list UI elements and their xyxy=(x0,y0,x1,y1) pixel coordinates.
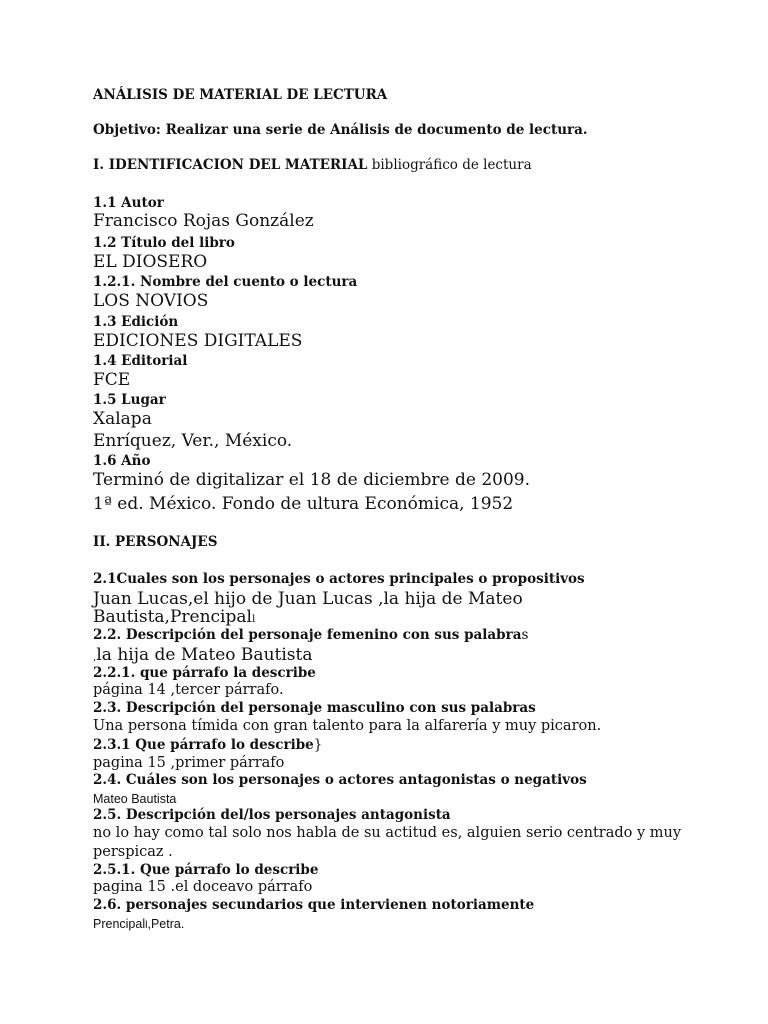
story-label: 1.2.1. Nombre del cuento o lectura xyxy=(93,274,358,290)
q22-label xyxy=(93,627,528,643)
section2-heading: II. PERSONAJES xyxy=(93,534,218,550)
q23-label: 2.3. Descripción del personaje masculino con sus palabras xyxy=(93,700,536,716)
document-title: ANÁLISIS DE MATERIAL DE LECTURA xyxy=(93,87,388,103)
q221-label: 2.2.1. que párrafo la describe xyxy=(93,665,316,681)
q21-answer-line2 xyxy=(93,607,255,627)
q231-label xyxy=(93,737,322,753)
q251-label: 2.5.1. Que párrafo lo describe xyxy=(93,862,319,878)
q22-answer-text: la hija de Mateo Bautista xyxy=(96,645,313,665)
q22-label-text: 2.2. Descripción del personaje femenino con sus palabra xyxy=(93,627,522,643)
q26-answer-part2: ,Petra. xyxy=(147,917,185,931)
objective: Objetivo: Realizar una serie de Análisis de documento de lectura. xyxy=(93,122,588,138)
q22-answer-prefix: , xyxy=(93,651,97,663)
q231-label-text: 2.3.1 Que párrafo lo describe xyxy=(93,737,314,753)
year-value-line1: Terminó de digitalizar el 18 de diciembre de 2009. xyxy=(93,470,531,490)
q26-label: 2.6. personajes secundarios que intervienen notoriamente xyxy=(93,897,535,913)
q24-label: 2.4. Cuáles son los personajes o actores antagonistas o negativos xyxy=(93,772,587,788)
place-value-line2: Enríquez, Ver., México. xyxy=(93,431,293,451)
q231-answer: pagina 15 ,primer párrafo xyxy=(93,755,285,771)
q21-answer-line1: Juan Lucas,el hijo de Juan Lucas ,la hija de Mateo xyxy=(93,589,523,609)
section1-heading-rest: bibliográfico de lectura xyxy=(367,157,532,173)
q251-answer: pagina 15 .el doceavo párrafo xyxy=(93,879,313,895)
q21-answer-mark: l xyxy=(251,613,256,625)
q231-label-tail: } xyxy=(313,737,323,753)
q22-label-tail: s xyxy=(521,627,529,643)
q22-answer xyxy=(93,645,312,665)
q25-answer-line2: perspicaz . xyxy=(93,844,173,860)
author-label: 1.1 Autor xyxy=(93,195,164,211)
q25-answer-line1: no lo hay como tal solo nos habla de su actitud es, alguien serio centrado y muy xyxy=(93,825,682,841)
q221-answer: página 14 ,tercer párrafo. xyxy=(93,682,284,698)
year-value-line2: 1ª ed. México. Fondo de ultura Económica, 1952 xyxy=(93,494,514,514)
q26-answer xyxy=(93,917,184,931)
author-value: Francisco Rojas González xyxy=(93,211,314,231)
story-value: LOS NOVIOS xyxy=(93,291,209,311)
edition-label: 1.3 Edición xyxy=(93,314,179,330)
place-label: 1.5 Lugar xyxy=(93,392,166,408)
q24-answer: Mateo Bautista xyxy=(93,792,177,806)
q21-label: 2.1Cuales son los personajes o actores principales o propositivos xyxy=(93,571,585,587)
q26-answer-part1: Prencipal xyxy=(93,917,146,931)
book-title-label: 1.2 Título del libro xyxy=(93,235,235,251)
publisher-label: 1.4 Editorial xyxy=(93,353,188,369)
edition-value: EDICIONES DIGITALES xyxy=(93,331,303,351)
q26-answer-mark: l xyxy=(145,919,148,931)
q23-answer: Una persona tímida con gran talento para la alfarería y muy picaron. xyxy=(93,718,602,734)
place-value-line1: Xalapa xyxy=(93,409,152,429)
publisher-value: FCE xyxy=(93,370,131,390)
section1-heading-bold: I. IDENTIFICACION DEL MATERIAL xyxy=(93,157,368,173)
q25-label: 2.5. Descripción del/los personajes antagonista xyxy=(93,807,451,823)
book-title-value: EL DIOSERO xyxy=(93,252,208,272)
q21-answer-line2-text: Bautista,Prencipal xyxy=(93,607,252,627)
year-label: 1.6 Año xyxy=(93,453,151,469)
section1-heading xyxy=(93,157,532,173)
